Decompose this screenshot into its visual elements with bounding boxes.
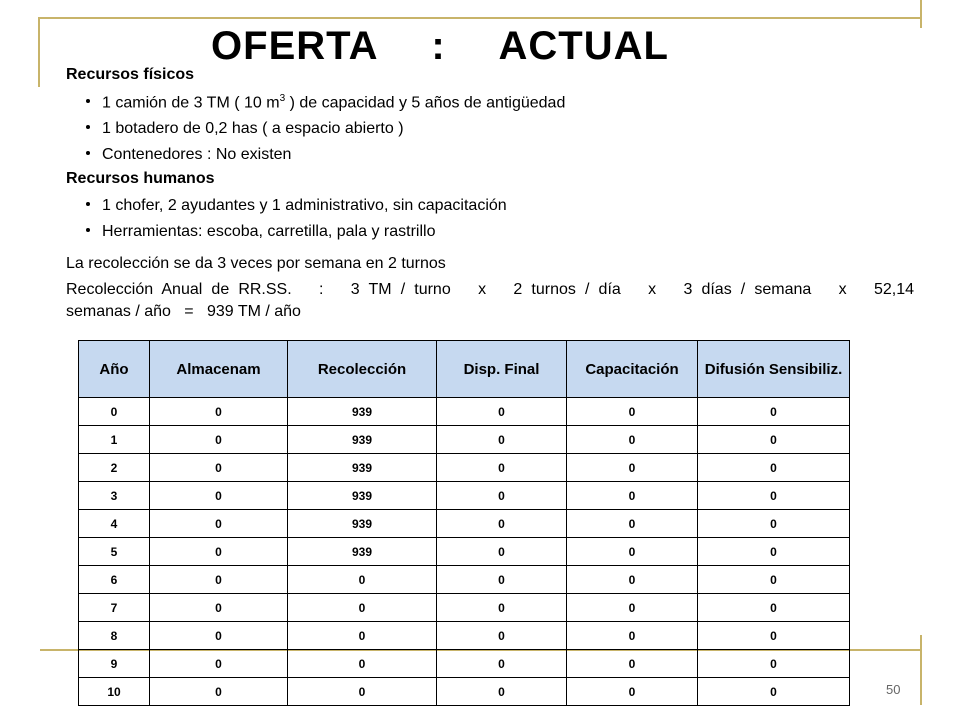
table-cell: 0 <box>150 510 288 538</box>
table-cell: 0 <box>437 426 567 454</box>
heading-recursos-humanos: Recursos humanos <box>66 170 215 187</box>
bullet-item-botadero <box>86 120 404 138</box>
table-cell: 0 <box>567 398 698 426</box>
table-cell: 0 <box>150 594 288 622</box>
table-cell: 2 <box>79 454 150 482</box>
table-cell: 0 <box>437 594 567 622</box>
table-cell: 0 <box>698 454 850 482</box>
table-row <box>79 510 850 538</box>
table-cell: 0 <box>79 398 150 426</box>
heading-recursos-fisicos: Recursos físicos <box>66 66 195 83</box>
col-header-almacenam: Almacenam <box>150 341 288 398</box>
table-row <box>79 622 850 650</box>
table-cell: 0 <box>698 650 850 678</box>
table-row <box>79 566 850 594</box>
table-cell: 0 <box>698 398 850 426</box>
frame-bottom-right-line <box>920 635 922 705</box>
bullet-item-contenedores <box>86 146 291 164</box>
table-cell: 939 <box>288 482 437 510</box>
bullet-text: 1 camión de 3 TM ( 10 m <box>102 94 280 112</box>
table-row <box>79 594 850 622</box>
table-cell: 0 <box>150 566 288 594</box>
frame-top-line <box>40 17 920 19</box>
paragraph-frecuencia: La recolección se da 3 veces por semana en 2 turnos <box>66 255 446 272</box>
table-cell: 0 <box>698 510 850 538</box>
table-cell: 0 <box>437 678 567 706</box>
table-cell: 0 <box>150 622 288 650</box>
bullet-dot-icon <box>86 99 90 103</box>
table-cell: 0 <box>288 594 437 622</box>
table-cell: 0 <box>698 482 850 510</box>
table-cell: 0 <box>698 678 850 706</box>
table-cell: 0 <box>150 454 288 482</box>
page-number: 50 <box>886 682 901 697</box>
table-cell: 1 <box>79 426 150 454</box>
bullet-text-cont: ) de capacidad y 5 años de antigüedad <box>285 94 566 112</box>
table-cell: 0 <box>567 622 698 650</box>
col-header-disp-final: Disp. Final <box>437 341 567 398</box>
table-row <box>79 538 850 566</box>
table-cell: 0 <box>437 510 567 538</box>
bullet-dot-icon <box>86 125 90 129</box>
table-cell: 0 <box>567 454 698 482</box>
table-cell: 0 <box>567 426 698 454</box>
bullet-item-camion <box>86 93 565 112</box>
table-cell: 0 <box>437 454 567 482</box>
table-cell: 939 <box>288 538 437 566</box>
table-row <box>79 454 850 482</box>
table-header-row <box>79 341 850 398</box>
bullet-dot-icon <box>86 202 90 206</box>
table-cell: 0 <box>437 622 567 650</box>
col-header-anio: Año <box>79 341 150 398</box>
table-row <box>79 398 850 426</box>
superscript: 3 <box>279 93 286 104</box>
table-cell: 0 <box>698 622 850 650</box>
col-header-capacitacion: Capacitación <box>567 341 698 398</box>
frame-right-line <box>920 0 922 28</box>
table-cell: 0 <box>437 650 567 678</box>
table-cell: 939 <box>288 398 437 426</box>
table-cell: 0 <box>567 510 698 538</box>
table-cell: 0 <box>288 622 437 650</box>
col-header-difusion: Difusión Sensibiliz. <box>698 341 850 398</box>
table-cell: 0 <box>150 398 288 426</box>
table-cell: 0 <box>150 426 288 454</box>
table-cell: 0 <box>567 650 698 678</box>
paragraph-recoleccion-line1: Recolección Anual de RR.SS. : 3 TM / turno x 2 turnos / día x 3 días / semana x 52,14 <box>66 281 914 298</box>
table-cell: 0 <box>437 566 567 594</box>
table-cell: 4 <box>79 510 150 538</box>
table-cell: 0 <box>567 566 698 594</box>
table-cell: 0 <box>567 482 698 510</box>
table-cell: 10 <box>79 678 150 706</box>
table-row <box>79 482 850 510</box>
table-cell: 9 <box>79 650 150 678</box>
table-cell: 0 <box>288 650 437 678</box>
table-row <box>79 678 850 706</box>
table-cell: 0 <box>288 566 437 594</box>
bullet-dot-icon <box>86 228 90 232</box>
table-cell: 0 <box>150 482 288 510</box>
table-cell: 5 <box>79 538 150 566</box>
bullet-text: Contenedores : No existen <box>102 146 292 163</box>
table-cell: 0 <box>288 678 437 706</box>
table-body <box>79 398 850 706</box>
bullet-text: Herramientas: escoba, carretilla, pala y rastrillo <box>102 223 436 240</box>
bullet-item-personal <box>86 197 507 215</box>
table-cell: 939 <box>288 426 437 454</box>
table-cell: 0 <box>150 538 288 566</box>
bullet-dot-icon <box>86 151 90 155</box>
table-cell: 0 <box>567 678 698 706</box>
table-cell: 0 <box>437 538 567 566</box>
table-cell: 6 <box>79 566 150 594</box>
table-row <box>79 426 850 454</box>
bullet-text: 1 chofer, 2 ayudantes y 1 administrativo, sin capacitación <box>102 197 507 214</box>
table-cell: 0 <box>567 594 698 622</box>
table-cell: 0 <box>437 398 567 426</box>
table-cell: 0 <box>698 594 850 622</box>
bullet-item-herramientas <box>86 223 435 241</box>
table-cell: 0 <box>698 566 850 594</box>
col-header-recoleccion: Recolección <box>288 341 437 398</box>
table-cell: 0 <box>150 650 288 678</box>
table-cell: 0 <box>150 678 288 706</box>
table-cell: 939 <box>288 454 437 482</box>
table-cell: 7 <box>79 594 150 622</box>
table-cell: 0 <box>437 482 567 510</box>
table-cell: 939 <box>288 510 437 538</box>
table-cell: 3 <box>79 482 150 510</box>
table-cell: 8 <box>79 622 150 650</box>
table-cell: 0 <box>698 538 850 566</box>
data-table <box>78 340 850 706</box>
bullet-text: 1 botadero de 0,2 has ( a espacio abierto ) <box>102 120 404 137</box>
paragraph-recoleccion-line2: semanas / año = 939 TM / año <box>66 303 301 320</box>
table-cell: 0 <box>698 426 850 454</box>
table-row <box>79 650 850 678</box>
table-cell: 0 <box>567 538 698 566</box>
page-title: OFERTA : ACTUAL <box>211 24 669 68</box>
